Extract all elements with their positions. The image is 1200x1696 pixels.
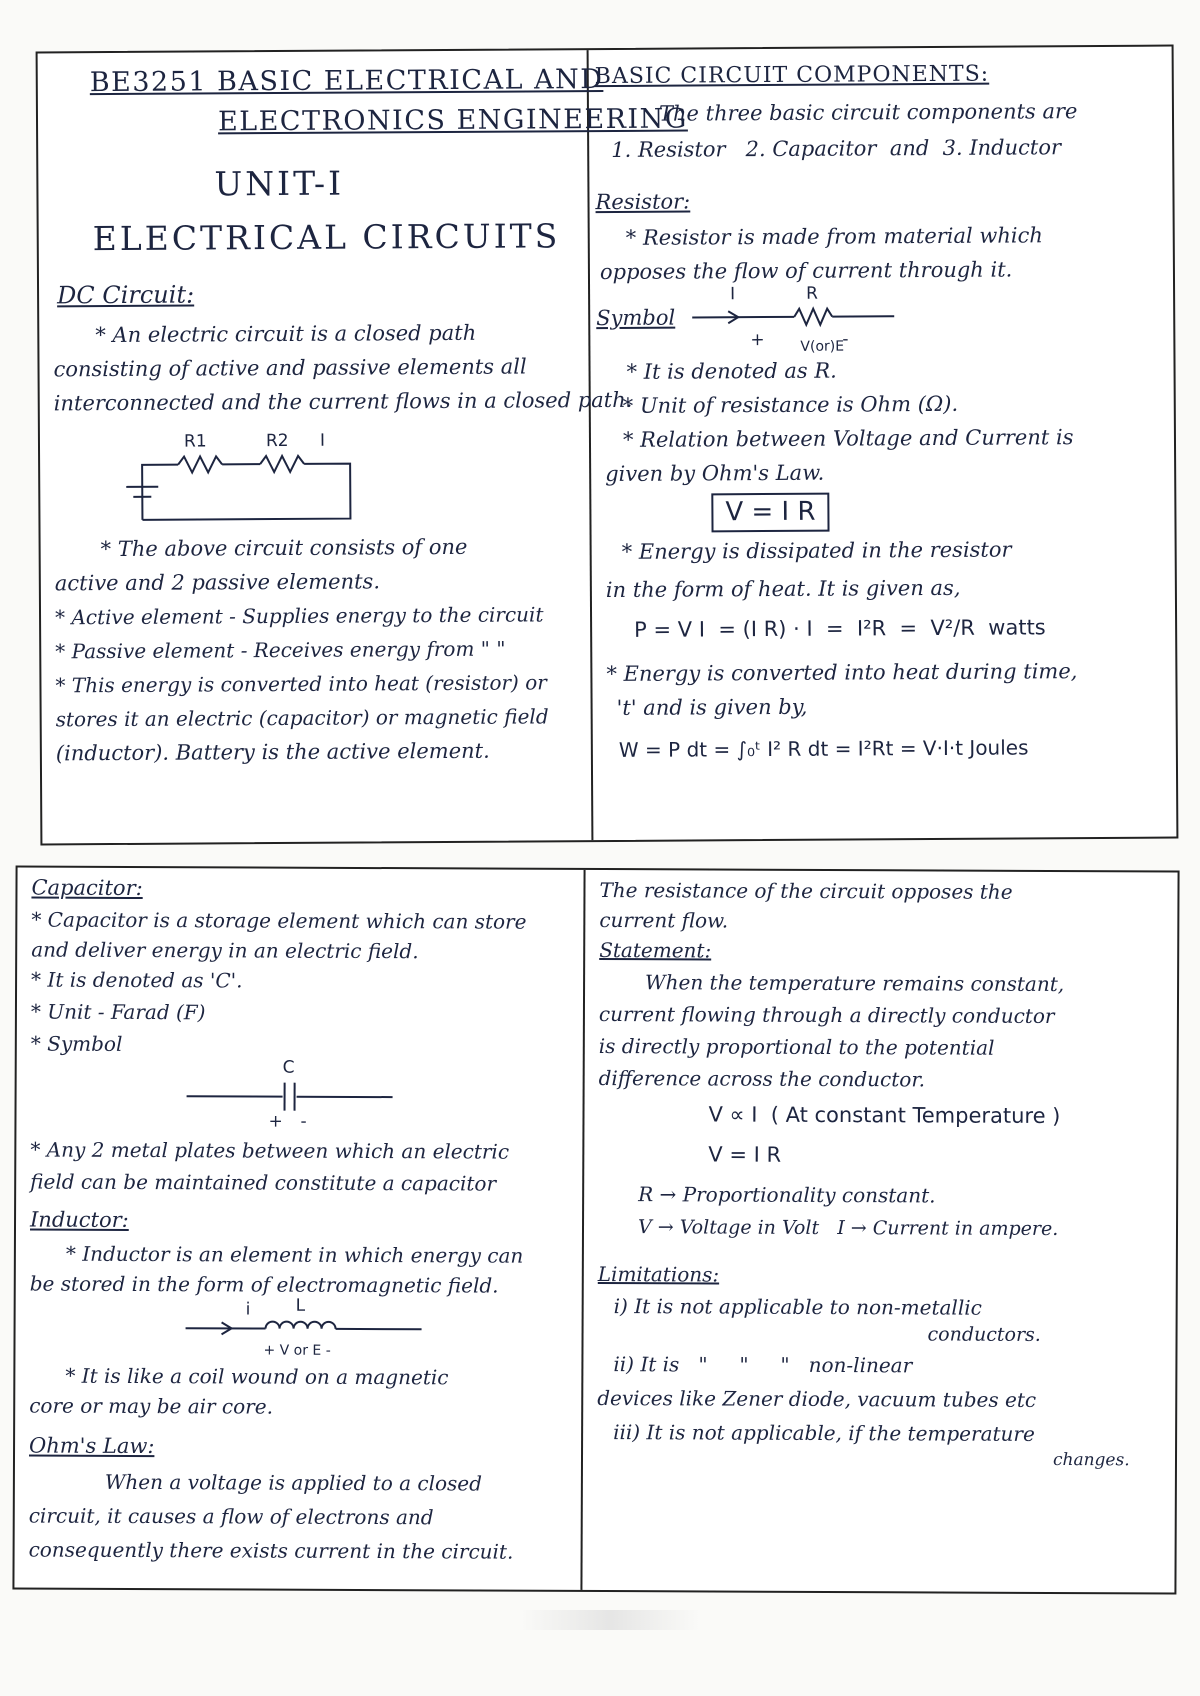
limitations-heading: Limitations: — [597, 1262, 720, 1287]
time-line: * Energy is converted into heat during time, — [606, 659, 1078, 687]
inductor-more-line: core or may be air core. — [29, 1393, 274, 1419]
inductor-symbol-diagram — [185, 1296, 435, 1363]
capacitor-line: * It is denoted as 'C'. — [31, 967, 243, 993]
ohms-law-line: consequently there exists current in the circuit. — [28, 1537, 514, 1564]
capacitor-symbol-diagram — [186, 1056, 406, 1133]
symbol-label: Symbol — [596, 305, 676, 331]
inductor-coil — [266, 1322, 336, 1329]
resistance-label: R — [806, 283, 818, 304]
energy-line: * Energy is dissipated in the resistor — [621, 537, 1012, 564]
dc-line: interconnected and the current flows in a closed path. — [53, 387, 633, 416]
scan-smudge — [520, 1610, 700, 1630]
resistor-r1-symbol — [178, 456, 222, 472]
dc-line: consisting of active and passive elements all — [53, 354, 527, 382]
plus-label: + — [268, 1111, 283, 1132]
resistor-symbol-diagram — [686, 280, 926, 361]
inductor-heading: Inductor: — [29, 1207, 129, 1232]
minus-label: - — [842, 329, 849, 350]
inductor-line: be stored in the form of electromagnetic field. — [29, 1271, 499, 1298]
components-heading: BASIC CIRCUIT COMPONENTS: — [594, 61, 990, 90]
minus-label: - — [300, 1111, 307, 1132]
unit-line: * Unit of resistance is Ohm (Ω). — [622, 391, 959, 418]
limitation-line: iii) It is not applicable, if the temperature — [613, 1420, 1035, 1446]
current-label: I — [319, 430, 326, 451]
statement-heading: Statement: — [599, 938, 712, 963]
limitation-line: ii) It is " " " non-linear — [613, 1352, 913, 1378]
intro-line: The three basic circuit components are — [658, 99, 1078, 126]
current-label: I — [730, 284, 736, 305]
capacitance-label: C — [282, 1057, 295, 1078]
proportionality-formula: V ∝ I ( At constant Temperature ) — [708, 1102, 1061, 1129]
r2-label: R2 — [265, 430, 289, 452]
unit-title: ELECTRICAL CIRCUITS — [92, 216, 561, 259]
resistor-zigzag — [794, 309, 832, 325]
note-line: * The above circuit consists of one — [100, 534, 468, 562]
inductor-more-line: * It is like a coil wound on a magnetic — [65, 1363, 449, 1390]
note-line: * Passive element - Receives energy from " " — [55, 636, 506, 664]
inductance-label: L — [295, 1295, 306, 1316]
denoted-line: * It is denoted as R. — [626, 358, 837, 384]
dc-circuit-diagram — [120, 423, 381, 535]
bottom-left-column — [14, 867, 582, 1589]
resistor-line: * Resistor is made from material which — [625, 223, 1043, 250]
capacitor-line: and deliver energy in an electric field. — [31, 937, 419, 964]
opening-line: current flow. — [599, 908, 729, 933]
note-line: * This energy is converted into heat (resistor) or — [55, 670, 547, 698]
relation-line: * Relation between Voltage and Current is — [622, 425, 1074, 452]
capacitor-more-line: field can be maintained constitute a capacitor — [30, 1169, 497, 1196]
resistor-r2-symbol — [260, 456, 304, 472]
ohms-law-line: When a voltage is applied to a closed — [104, 1469, 483, 1496]
capacitor-line: * Capacitor is a storage element which can store — [31, 907, 527, 934]
note-line: stores it an electric (capacitor) or magnetic field — [55, 704, 549, 732]
capacitor-line: * Unit - Farad (F) — [30, 999, 206, 1025]
course-title-line2: ELECTRONICS ENGINEERING — [217, 103, 688, 138]
note-line: * Active element - Supplies energy to the circuit — [54, 602, 544, 630]
time-line: 't' and is given by, — [616, 694, 808, 720]
relation-line: given by Ohm's Law. — [605, 460, 825, 487]
top-right-column — [589, 47, 1177, 841]
energy-formula: W = P dt = ∫₀ᵗ I² R dt = I²Rt = V·I·t Joules — [618, 735, 1029, 762]
voltage-label: + V or E - — [263, 1342, 331, 1359]
intro-line: 1. Resistor 2. Capacitor and 3. Inductor — [611, 135, 1062, 162]
bottom-notes-sheet — [12, 865, 1179, 1594]
resistor-heading: Resistor: — [595, 189, 691, 215]
capacitor-line: * Symbol — [30, 1031, 123, 1056]
limitation-line: i) It is not applicable to non-metallic — [613, 1294, 982, 1320]
r1-label: R1 — [183, 431, 207, 452]
course-title-line1: BE3251 BASIC ELECTRICAL AND — [89, 64, 604, 99]
ohms-equation: V = I R — [708, 1142, 782, 1167]
dc-line: * An electric circuit is a closed path — [95, 320, 477, 348]
ohms-law-line: circuit, it causes a flow of electrons and — [28, 1503, 434, 1530]
statement-line: difference across the conductor. — [598, 1066, 926, 1092]
statement-line: When the temperature remains constant, — [645, 970, 1065, 997]
unit-label: UNIT-I — [214, 163, 345, 204]
current-label: i — [245, 1299, 251, 1320]
ohms-law-formula — [711, 491, 1166, 533]
statement-line: is directly proportional to the potential — [598, 1034, 995, 1060]
limitation-line: devices like Zener diode, vacuum tubes etc — [597, 1386, 1037, 1412]
inductor-line: * Inductor is an element in which energy can — [65, 1241, 524, 1268]
plus-label: + — [750, 330, 765, 351]
ohms-law-heading: Ohm's Law: — [29, 1433, 155, 1459]
note-line: active and 2 passive elements. — [54, 569, 381, 596]
note-line: (inductor). Battery is the active element. — [55, 738, 490, 766]
limitation-line: conductors. — [927, 1323, 1041, 1346]
capacitor-heading: Capacitor: — [31, 875, 143, 901]
ohms-law-box: V = I R — [711, 493, 829, 533]
power-formula: P = V I = (I R) · I = I²R = V²/R watts — [634, 615, 1046, 642]
energy-line: in the form of heat. It is given as, — [605, 575, 961, 603]
statement-line: current flowing through a directly conductor — [598, 1002, 1055, 1028]
resistor-line: opposes the flow of current through it. — [599, 257, 1013, 285]
opening-line: The resistance of the circuit opposes the — [599, 878, 1013, 904]
dc-circuit-heading: DC Circuit: — [56, 280, 195, 310]
r-definition: R → Proportionality constant. — [638, 1182, 936, 1208]
limitation-line: changes. — [1052, 1449, 1130, 1471]
capacitor-more-line: * Any 2 metal plates between which an electric — [30, 1137, 510, 1164]
bottom-right-column — [582, 870, 1177, 1593]
voltage-label: V(or)E — [800, 338, 845, 355]
top-notes-sheet — [36, 45, 1179, 846]
v-i-definition: V → Voltage in Volt I → Current in ampere. — [637, 1216, 1059, 1241]
